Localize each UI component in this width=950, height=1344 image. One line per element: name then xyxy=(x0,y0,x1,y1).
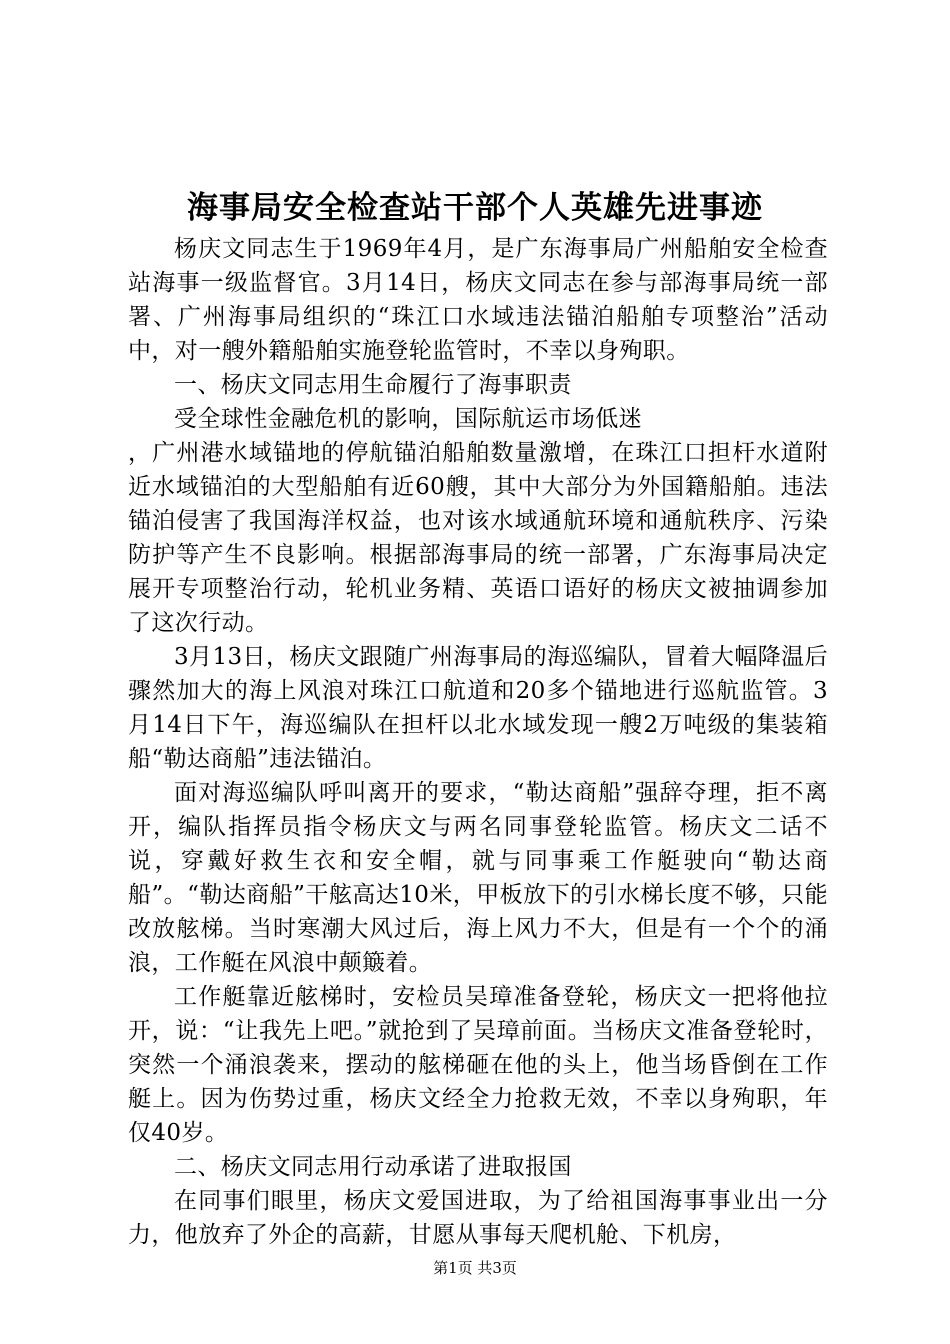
document-title: 海事局安全检查站干部个人英雄先进事迹 xyxy=(187,190,763,226)
paragraph: 受全球性金融危机的影响，国际航运市场低迷 xyxy=(174,406,642,432)
document-body xyxy=(128,232,828,1252)
paragraph: ，广州港水域锚地的停航锚泊船舶数量激增，在珠江口担杆水道附近水域锚泊的大型船舶有近60艘，其中大部分为外国籍船舶。违法锚泊侵害了我国海洋权益，也对该水域通航环境和通航秩序、污染防护等产生不良影响。根据部海事局的统一部署，广东海事局决定展开专项整治行动，轮机业务精、英语口语好的杨庆文被抽调参加了这次行动。 xyxy=(128,440,828,636)
paragraph: 面对海巡编队呼叫离开的要求，“勒达商船”强辞夺理，拒不离开，编队指挥员指令杨庆文与两名同事登轮监管。杨庆文二话不说，穿戴好救生衣和安全帽，就与同事乘工作艇驶向“勒达商船”。“勒达商船”干舷高达10米，甲板放下的引水梯长度不够，只能改放舷梯。当时寒潮大风过后，海上风力不大，但是有一个个的涌浪，工作艇在风浪中颠簸着。 xyxy=(128,780,828,976)
paragraph: 在同事们眼里，杨庆文爱国进取，为了给祖国海事事业出一分力，他放弃了外企的高薪，甘愿从事每天爬机舱、下机房， xyxy=(128,1188,828,1248)
page-footer: 第1页 共3页 xyxy=(433,1259,517,1277)
paragraph-intro: 杨庆文同志生于1969年4月，是广东海事局广州船舶安全检查站海事一级监督官。3月14日，杨庆文同志在参与部海事局统一部署、广州海事局组织的“珠江口水域违法锚泊船舶专项整治”活动中，对一艘外籍船舶实施登轮监管时，不幸以身殉职。 xyxy=(128,236,828,364)
section-heading-1: 一、杨庆文同志用生命履行了海事职责 xyxy=(174,372,572,398)
section-heading-2: 二、杨庆文同志用行动承诺了进取报国 xyxy=(174,1154,572,1180)
paragraph: 3月13日，杨庆文跟随广州海事局的海巡编队，冒着大幅降温后骤然加大的海上风浪对珠江口航道和20多个锚地进行巡航监管。3月14日下午，海巡编队在担杆以北水域发现一艘2万吨级的集装箱船“勒达商船”违法锚泊。 xyxy=(128,644,828,772)
paragraph: 工作艇靠近舷梯时，安检员吴璋准备登轮，杨庆文一把将他拉开，说：“让我先上吧。”就抢到了吴璋前面。当杨庆文准备登轮时，突然一个涌浪袭来，摆动的舷梯砸在他的头上，他当场昏倒在工作艇上。因为伤势过重，杨庆文经全力抢救无效，不幸以身殉职，年仅40岁。 xyxy=(128,984,828,1146)
